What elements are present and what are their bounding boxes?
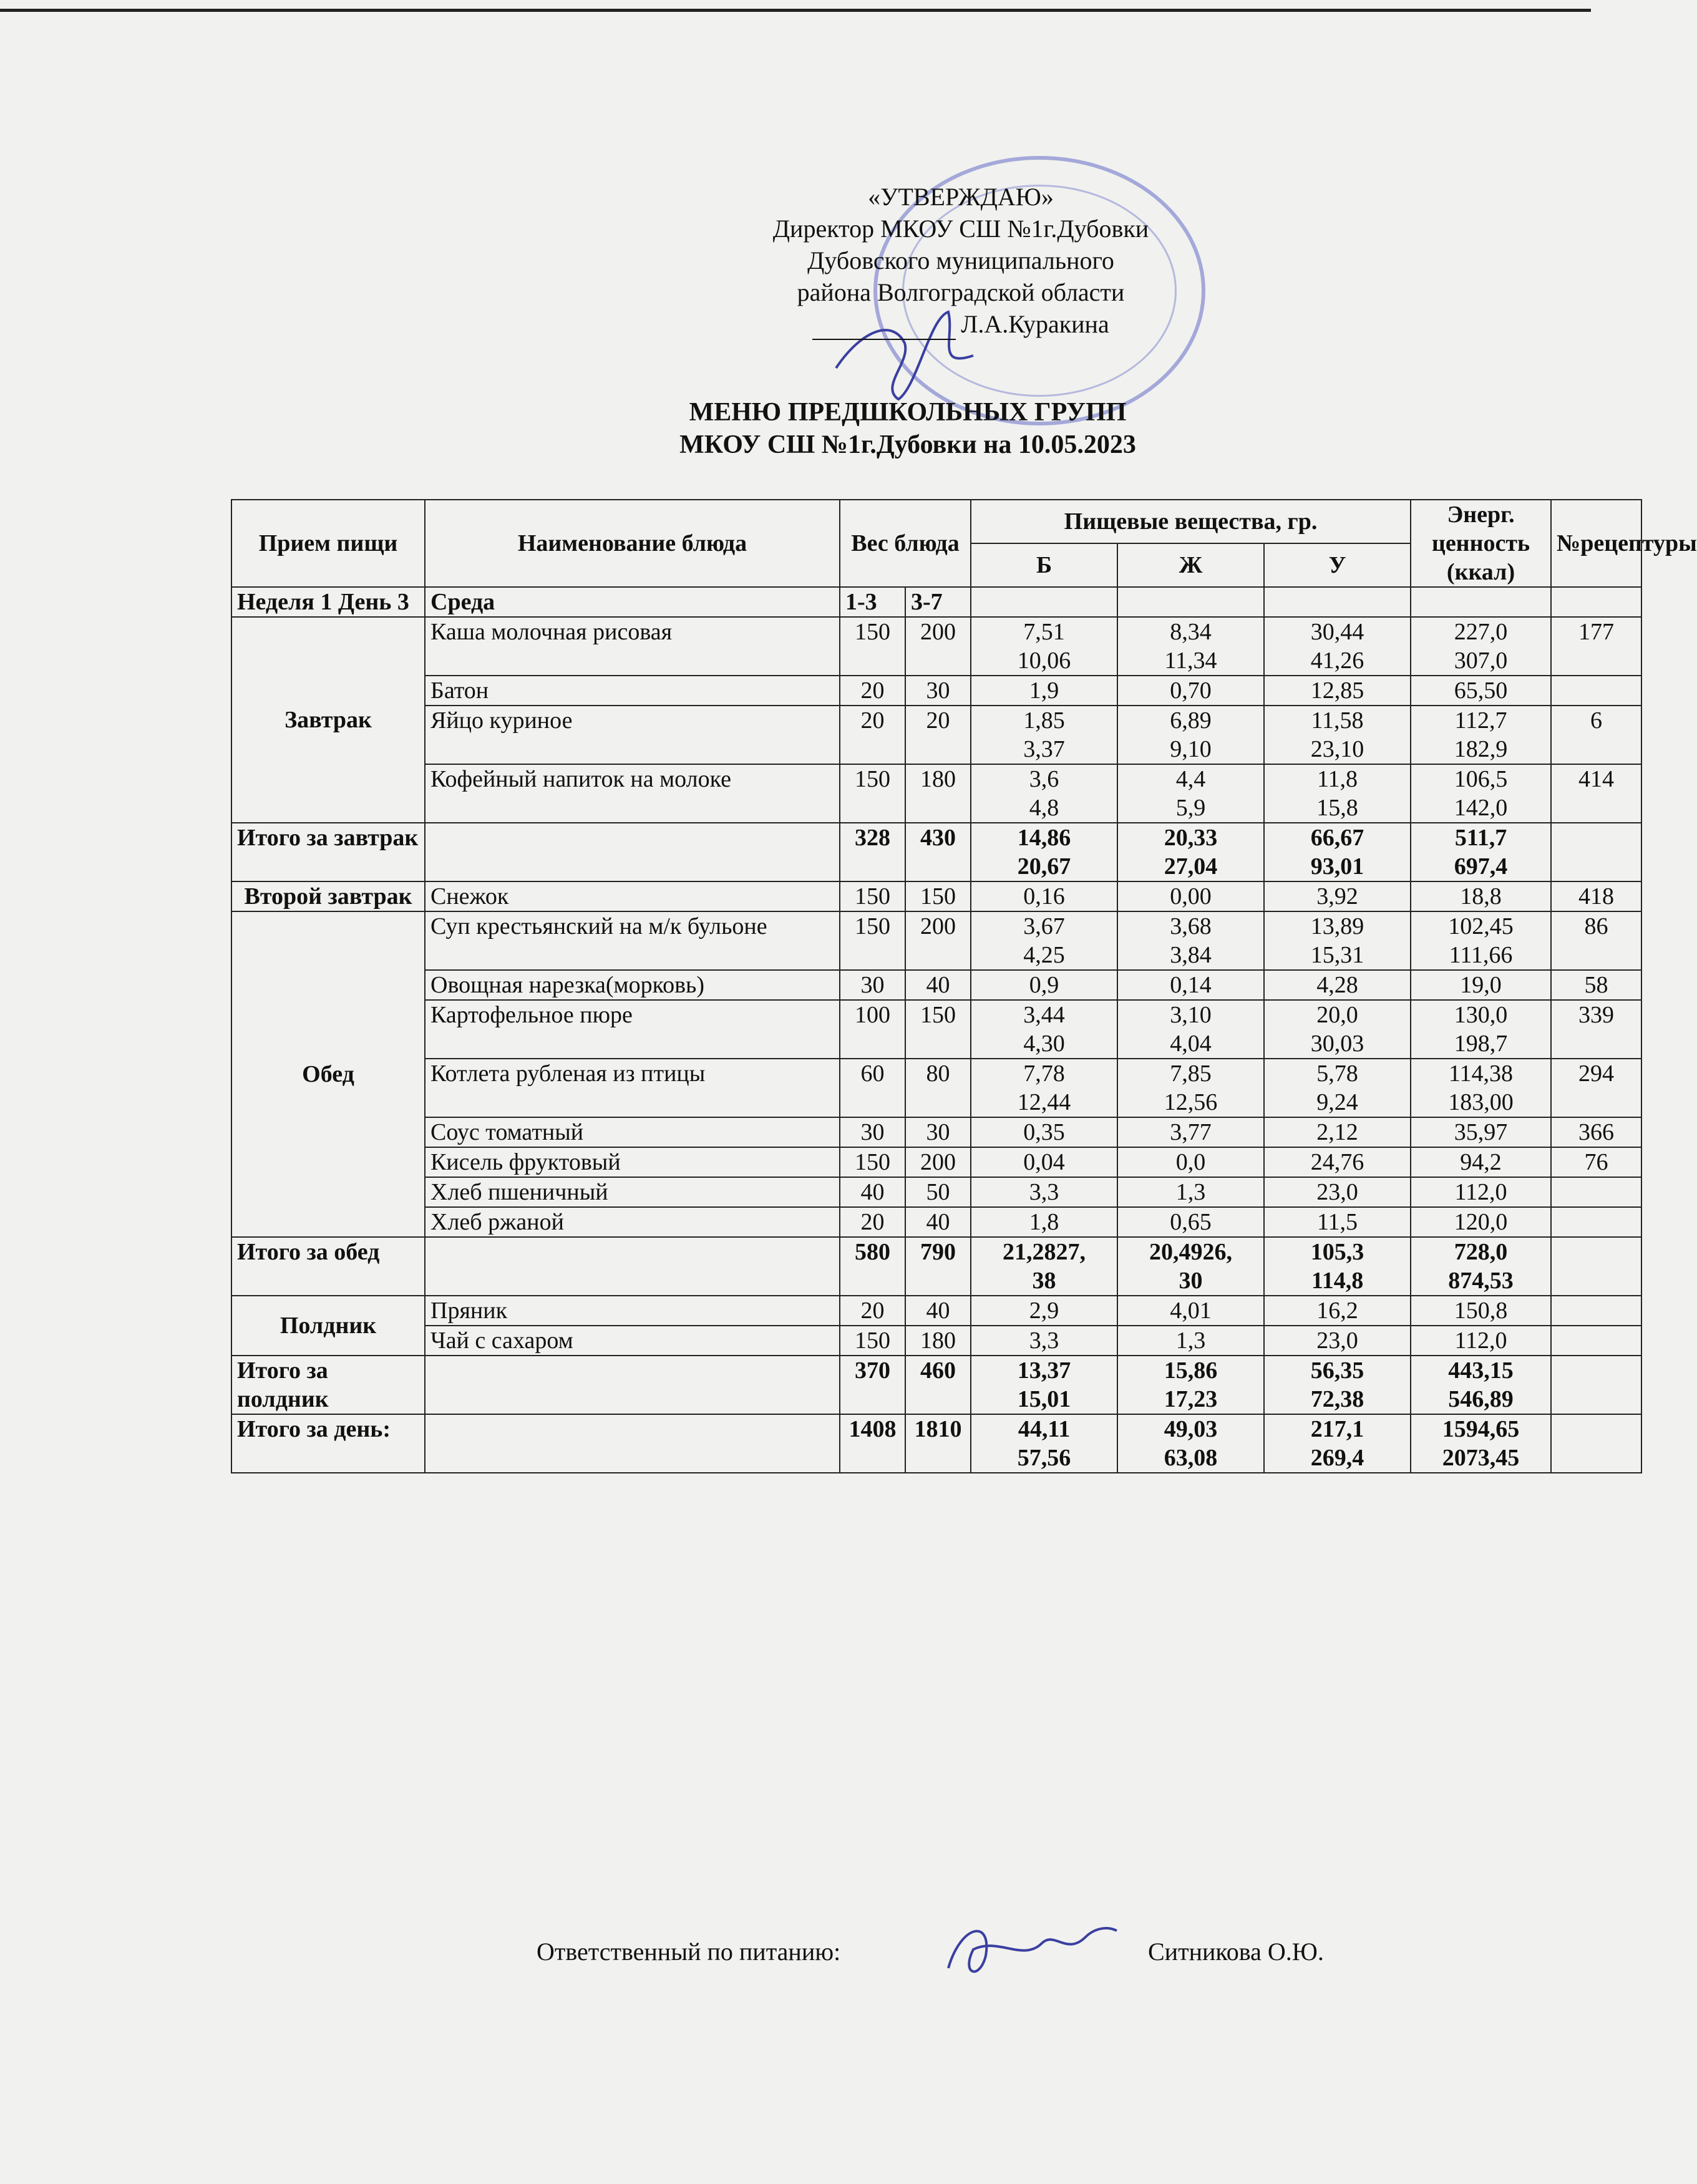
total-weight-3-7: 790 bbox=[905, 1237, 971, 1296]
age-group-2: 3-7 bbox=[905, 587, 971, 617]
dish-name: Хлеб ржаной bbox=[425, 1207, 840, 1237]
recipe-number: 86 bbox=[1551, 911, 1641, 970]
approval-district: Дубовского муниципального bbox=[807, 246, 1114, 274]
total-label: Итого за обед bbox=[231, 1237, 425, 1296]
total-energy: 443,15 546,89 bbox=[1411, 1356, 1551, 1414]
protein-value: 0,16 bbox=[971, 881, 1117, 911]
responsible-label: Ответственный по питанию: bbox=[537, 1938, 841, 1966]
age-group-1: 1-3 bbox=[840, 587, 905, 617]
total-energy: 511,7 697,4 bbox=[1411, 823, 1551, 881]
meal-label: Второй завтрак bbox=[231, 881, 425, 911]
total-weight-1-3: 328 bbox=[840, 823, 905, 881]
fat-value: 3,77 bbox=[1117, 1117, 1264, 1147]
table-row bbox=[231, 1059, 1641, 1117]
approval-position: Директор МКОУ СШ №1г.Дубовки bbox=[772, 215, 1149, 243]
weekday-name: Среда bbox=[425, 587, 840, 617]
energy-value: 35,97 bbox=[1411, 1117, 1551, 1147]
total-carbs: 66,67 93,01 bbox=[1264, 823, 1411, 881]
meal-label: Завтрак bbox=[231, 617, 425, 823]
total-carbs: 217,1 269,4 bbox=[1264, 1414, 1411, 1473]
title-line-1: МЕНЮ ПРЕДШКОЛЬНЫХ ГРУПП bbox=[689, 398, 1127, 427]
total-label: Итого за день: bbox=[231, 1414, 425, 1473]
fat-value: 4,4 5,9 bbox=[1117, 764, 1264, 823]
fat-value: 0,14 bbox=[1117, 970, 1264, 1000]
approval-block bbox=[693, 181, 1229, 340]
weight-3-7: 50 bbox=[905, 1177, 971, 1207]
fat-value: 7,85 12,56 bbox=[1117, 1059, 1264, 1117]
dish-name: Снежок bbox=[425, 881, 840, 911]
total-empty bbox=[425, 1237, 840, 1296]
total-row bbox=[231, 1237, 1641, 1296]
table-row bbox=[231, 617, 1641, 676]
table-row bbox=[231, 676, 1641, 706]
day-total-section bbox=[231, 1414, 1641, 1473]
weight-3-7: 40 bbox=[905, 1207, 971, 1237]
weight-3-7: 150 bbox=[905, 1000, 971, 1059]
carbs-value: 13,89 15,31 bbox=[1264, 911, 1411, 970]
total-row bbox=[231, 1414, 1641, 1473]
protein-value: 3,6 4,8 bbox=[971, 764, 1117, 823]
total-label: Итого за полдник bbox=[231, 1356, 425, 1414]
recipe-number: 339 bbox=[1551, 1000, 1641, 1059]
table-row bbox=[231, 1117, 1641, 1147]
total-carbs: 56,35 72,38 bbox=[1264, 1356, 1411, 1414]
weight-1-3: 30 bbox=[840, 970, 905, 1000]
weight-1-3: 20 bbox=[840, 706, 905, 764]
recipe-number: 414 bbox=[1551, 764, 1641, 823]
energy-value: 227,0 307,0 bbox=[1411, 617, 1551, 676]
fat-value: 0,00 bbox=[1117, 881, 1264, 911]
protein-value: 3,3 bbox=[971, 1326, 1117, 1356]
energy-value: 106,5 142,0 bbox=[1411, 764, 1551, 823]
top-border-line bbox=[0, 9, 1591, 12]
total-protein: 14,86 20,67 bbox=[971, 823, 1117, 881]
breakfast-section bbox=[231, 617, 1641, 881]
fat-value: 1,3 bbox=[1117, 1177, 1264, 1207]
total-weight-3-7: 430 bbox=[905, 823, 971, 881]
energy-value: 112,0 bbox=[1411, 1177, 1551, 1207]
carbs-value: 20,0 30,03 bbox=[1264, 1000, 1411, 1059]
energy-value: 114,38 183,00 bbox=[1411, 1059, 1551, 1117]
recipe-number: 366 bbox=[1551, 1117, 1641, 1147]
total-weight-1-3: 370 bbox=[840, 1356, 905, 1414]
carbs-value: 12,85 bbox=[1264, 676, 1411, 706]
meal-label: Обед bbox=[231, 911, 425, 1237]
carbs-value: 23,0 bbox=[1264, 1326, 1411, 1356]
protein-value: 0,04 bbox=[971, 1147, 1117, 1177]
protein-value: 2,9 bbox=[971, 1296, 1117, 1326]
energy-value: 120,0 bbox=[1411, 1207, 1551, 1237]
total-fat: 49,03 63,08 bbox=[1117, 1414, 1264, 1473]
dish-name: Овощная нарезка(морковь) bbox=[425, 970, 840, 1000]
energy-value: 112,0 bbox=[1411, 1326, 1551, 1356]
lunch-section bbox=[231, 911, 1641, 1296]
document-title bbox=[231, 396, 1585, 461]
weight-3-7: 200 bbox=[905, 911, 971, 970]
dish-name: Яйцо куриное bbox=[425, 706, 840, 764]
table-row bbox=[231, 1326, 1641, 1356]
carbs-value: 5,78 9,24 bbox=[1264, 1059, 1411, 1117]
fat-value: 3,10 4,04 bbox=[1117, 1000, 1264, 1059]
col-header-nutrients: Пищевые вещества, гр. bbox=[971, 500, 1411, 543]
weight-1-3: 30 bbox=[840, 1117, 905, 1147]
dish-name: Соус томатный bbox=[425, 1117, 840, 1147]
total-empty bbox=[1551, 823, 1641, 881]
header-row bbox=[231, 500, 1641, 543]
energy-value: 65,50 bbox=[1411, 676, 1551, 706]
menu-table bbox=[231, 499, 1697, 1473]
carbs-value: 4,28 bbox=[1264, 970, 1411, 1000]
col-header-fat: Ж bbox=[1117, 543, 1264, 587]
recipe-number bbox=[1551, 1177, 1641, 1207]
carbs-value: 3,92 bbox=[1264, 881, 1411, 911]
approval-region: района Волгоградской области bbox=[797, 278, 1125, 306]
total-empty bbox=[1551, 1237, 1641, 1296]
dish-name: Картофельное пюре bbox=[425, 1000, 840, 1059]
approval-signer: Л.А.Куракина bbox=[961, 310, 1109, 338]
dish-name: Пряник bbox=[425, 1296, 840, 1326]
dish-name: Котлета рубленая из птицы bbox=[425, 1059, 840, 1117]
signature-underline bbox=[812, 318, 956, 340]
energy-value: 19,0 bbox=[1411, 970, 1551, 1000]
recipe-number bbox=[1551, 1296, 1641, 1326]
weight-1-3: 20 bbox=[840, 1207, 905, 1237]
dish-name: Кофейный напиток на молоке bbox=[425, 764, 840, 823]
weight-3-7: 180 bbox=[905, 1326, 971, 1356]
weight-3-7: 20 bbox=[905, 706, 971, 764]
table-row bbox=[231, 764, 1641, 823]
carbs-value: 30,44 41,26 bbox=[1264, 617, 1411, 676]
energy-value: 18,8 bbox=[1411, 881, 1551, 911]
total-fat: 20,33 27,04 bbox=[1117, 823, 1264, 881]
weight-1-3: 150 bbox=[840, 617, 905, 676]
total-weight-3-7: 1810 bbox=[905, 1414, 971, 1473]
col-header-recipe: №рецептуры bbox=[1551, 500, 1641, 587]
protein-value: 0,9 bbox=[971, 970, 1117, 1000]
protein-value: 3,3 bbox=[971, 1177, 1117, 1207]
carbs-value: 11,5 bbox=[1264, 1207, 1411, 1237]
week-day-label: Неделя 1 День 3 bbox=[231, 587, 425, 617]
total-row bbox=[231, 823, 1641, 881]
weight-3-7: 40 bbox=[905, 1296, 971, 1326]
col-header-energy: Энерг. ценность (ккал) bbox=[1411, 500, 1551, 587]
dish-name: Суп крестьянский на м/к бульоне bbox=[425, 911, 840, 970]
carbs-value: 23,0 bbox=[1264, 1177, 1411, 1207]
total-empty bbox=[1551, 1414, 1641, 1473]
col-header-carbs: У bbox=[1264, 543, 1411, 587]
table-row bbox=[231, 881, 1641, 911]
recipe-number: 58 bbox=[1551, 970, 1641, 1000]
total-weight-1-3: 1408 bbox=[840, 1414, 905, 1473]
fat-value: 8,34 11,34 bbox=[1117, 617, 1264, 676]
total-row bbox=[231, 1356, 1641, 1414]
table-row bbox=[231, 911, 1641, 970]
total-fat: 15,86 17,23 bbox=[1117, 1356, 1264, 1414]
col-header-weight: Вес блюда bbox=[840, 500, 971, 587]
col-header-meal: Прием пищи bbox=[231, 500, 425, 587]
total-carbs: 105,3 114,8 bbox=[1264, 1237, 1411, 1296]
energy-value: 112,7 182,9 bbox=[1411, 706, 1551, 764]
weight-1-3: 150 bbox=[840, 911, 905, 970]
weight-3-7: 200 bbox=[905, 1147, 971, 1177]
meal-label: Полдник bbox=[231, 1296, 425, 1356]
fat-value: 0,65 bbox=[1117, 1207, 1264, 1237]
total-empty bbox=[425, 823, 840, 881]
protein-value: 7,78 12,44 bbox=[971, 1059, 1117, 1117]
recipe-number: 177 bbox=[1551, 617, 1641, 676]
total-energy: 728,0 874,53 bbox=[1411, 1237, 1551, 1296]
weight-3-7: 150 bbox=[905, 881, 971, 911]
col-header-protein: Б bbox=[971, 543, 1117, 587]
table-row bbox=[231, 1000, 1641, 1059]
table-row bbox=[231, 1296, 1641, 1326]
energy-value: 94,2 bbox=[1411, 1147, 1551, 1177]
table-row bbox=[231, 1207, 1641, 1237]
total-weight-1-3: 580 bbox=[840, 1237, 905, 1296]
total-protein: 21,2827, 38 bbox=[971, 1237, 1117, 1296]
fat-value: 4,01 bbox=[1117, 1296, 1264, 1326]
total-weight-3-7: 460 bbox=[905, 1356, 971, 1414]
energy-value: 102,45 111,66 bbox=[1411, 911, 1551, 970]
total-fat: 20,4926, 30 bbox=[1117, 1237, 1264, 1296]
weight-1-3: 150 bbox=[840, 1147, 905, 1177]
recipe-number: 294 bbox=[1551, 1059, 1641, 1117]
weight-1-3: 20 bbox=[840, 1296, 905, 1326]
weight-3-7: 200 bbox=[905, 617, 971, 676]
protein-value: 1,85 3,37 bbox=[971, 706, 1117, 764]
title-line-2: МКОУ СШ №1г.Дубовки на 10.05.2023 bbox=[679, 430, 1136, 459]
dish-name: Батон bbox=[425, 676, 840, 706]
weight-1-3: 100 bbox=[840, 1000, 905, 1059]
carbs-value: 11,58 23,10 bbox=[1264, 706, 1411, 764]
total-protein: 13,37 15,01 bbox=[971, 1356, 1117, 1414]
col-header-dish: Наименование блюда bbox=[425, 500, 840, 587]
table-row bbox=[231, 706, 1641, 764]
weight-3-7: 80 bbox=[905, 1059, 971, 1117]
energy-value: 130,0 198,7 bbox=[1411, 1000, 1551, 1059]
total-empty bbox=[425, 1356, 840, 1414]
table-row bbox=[231, 1177, 1641, 1207]
total-energy: 1594,65 2073,45 bbox=[1411, 1414, 1551, 1473]
carbs-value: 2,12 bbox=[1264, 1117, 1411, 1147]
fat-value: 0,0 bbox=[1117, 1147, 1264, 1177]
weight-1-3: 150 bbox=[840, 881, 905, 911]
carbs-value: 24,76 bbox=[1264, 1147, 1411, 1177]
footer bbox=[537, 1937, 1324, 1966]
total-label: Итого за завтрак bbox=[231, 823, 425, 881]
snack-section bbox=[231, 1296, 1641, 1414]
fat-value: 3,68 3,84 bbox=[1117, 911, 1264, 970]
responsible-signature bbox=[936, 1912, 1123, 1987]
dish-name: Кисель фруктовый bbox=[425, 1147, 840, 1177]
weight-1-3: 150 bbox=[840, 764, 905, 823]
weight-3-7: 30 bbox=[905, 1117, 971, 1147]
weight-1-3: 20 bbox=[840, 676, 905, 706]
recipe-number: 6 bbox=[1551, 706, 1641, 764]
carbs-value: 16,2 bbox=[1264, 1296, 1411, 1326]
protein-value: 1,8 bbox=[971, 1207, 1117, 1237]
approval-title: «УТВЕРЖДАЮ» bbox=[868, 183, 1054, 211]
total-protein: 44,11 57,56 bbox=[971, 1414, 1117, 1473]
responsible-name: Ситникова О.Ю. bbox=[1148, 1938, 1324, 1966]
protein-value: 0,35 bbox=[971, 1117, 1117, 1147]
fat-value: 0,70 bbox=[1117, 676, 1264, 706]
protein-value: 7,51 10,06 bbox=[971, 617, 1117, 676]
fat-value: 1,3 bbox=[1117, 1326, 1264, 1356]
week-row bbox=[231, 587, 1641, 617]
recipe-number: 418 bbox=[1551, 881, 1641, 911]
protein-value: 1,9 bbox=[971, 676, 1117, 706]
recipe-number bbox=[1551, 1326, 1641, 1356]
dish-name: Чай с сахаром bbox=[425, 1326, 840, 1356]
total-empty bbox=[425, 1414, 840, 1473]
weight-3-7: 30 bbox=[905, 676, 971, 706]
recipe-number bbox=[1551, 1207, 1641, 1237]
weight-1-3: 150 bbox=[840, 1326, 905, 1356]
recipe-number: 76 bbox=[1551, 1147, 1641, 1177]
carbs-value: 11,8 15,8 bbox=[1264, 764, 1411, 823]
weight-3-7: 40 bbox=[905, 970, 971, 1000]
weight-3-7: 180 bbox=[905, 764, 971, 823]
second-breakfast-section bbox=[231, 881, 1641, 911]
protein-value: 3,44 4,30 bbox=[971, 1000, 1117, 1059]
protein-value: 3,67 4,25 bbox=[971, 911, 1117, 970]
table-row bbox=[231, 1147, 1641, 1177]
total-empty bbox=[1551, 1356, 1641, 1414]
dish-name: Каша молочная рисовая bbox=[425, 617, 840, 676]
fat-value: 6,89 9,10 bbox=[1117, 706, 1264, 764]
table-row bbox=[231, 970, 1641, 1000]
weight-1-3: 60 bbox=[840, 1059, 905, 1117]
energy-value: 150,8 bbox=[1411, 1296, 1551, 1326]
dish-name: Хлеб пшеничный bbox=[425, 1177, 840, 1207]
weight-1-3: 40 bbox=[840, 1177, 905, 1207]
recipe-number bbox=[1551, 676, 1641, 706]
approval-signature-line bbox=[693, 308, 1229, 340]
